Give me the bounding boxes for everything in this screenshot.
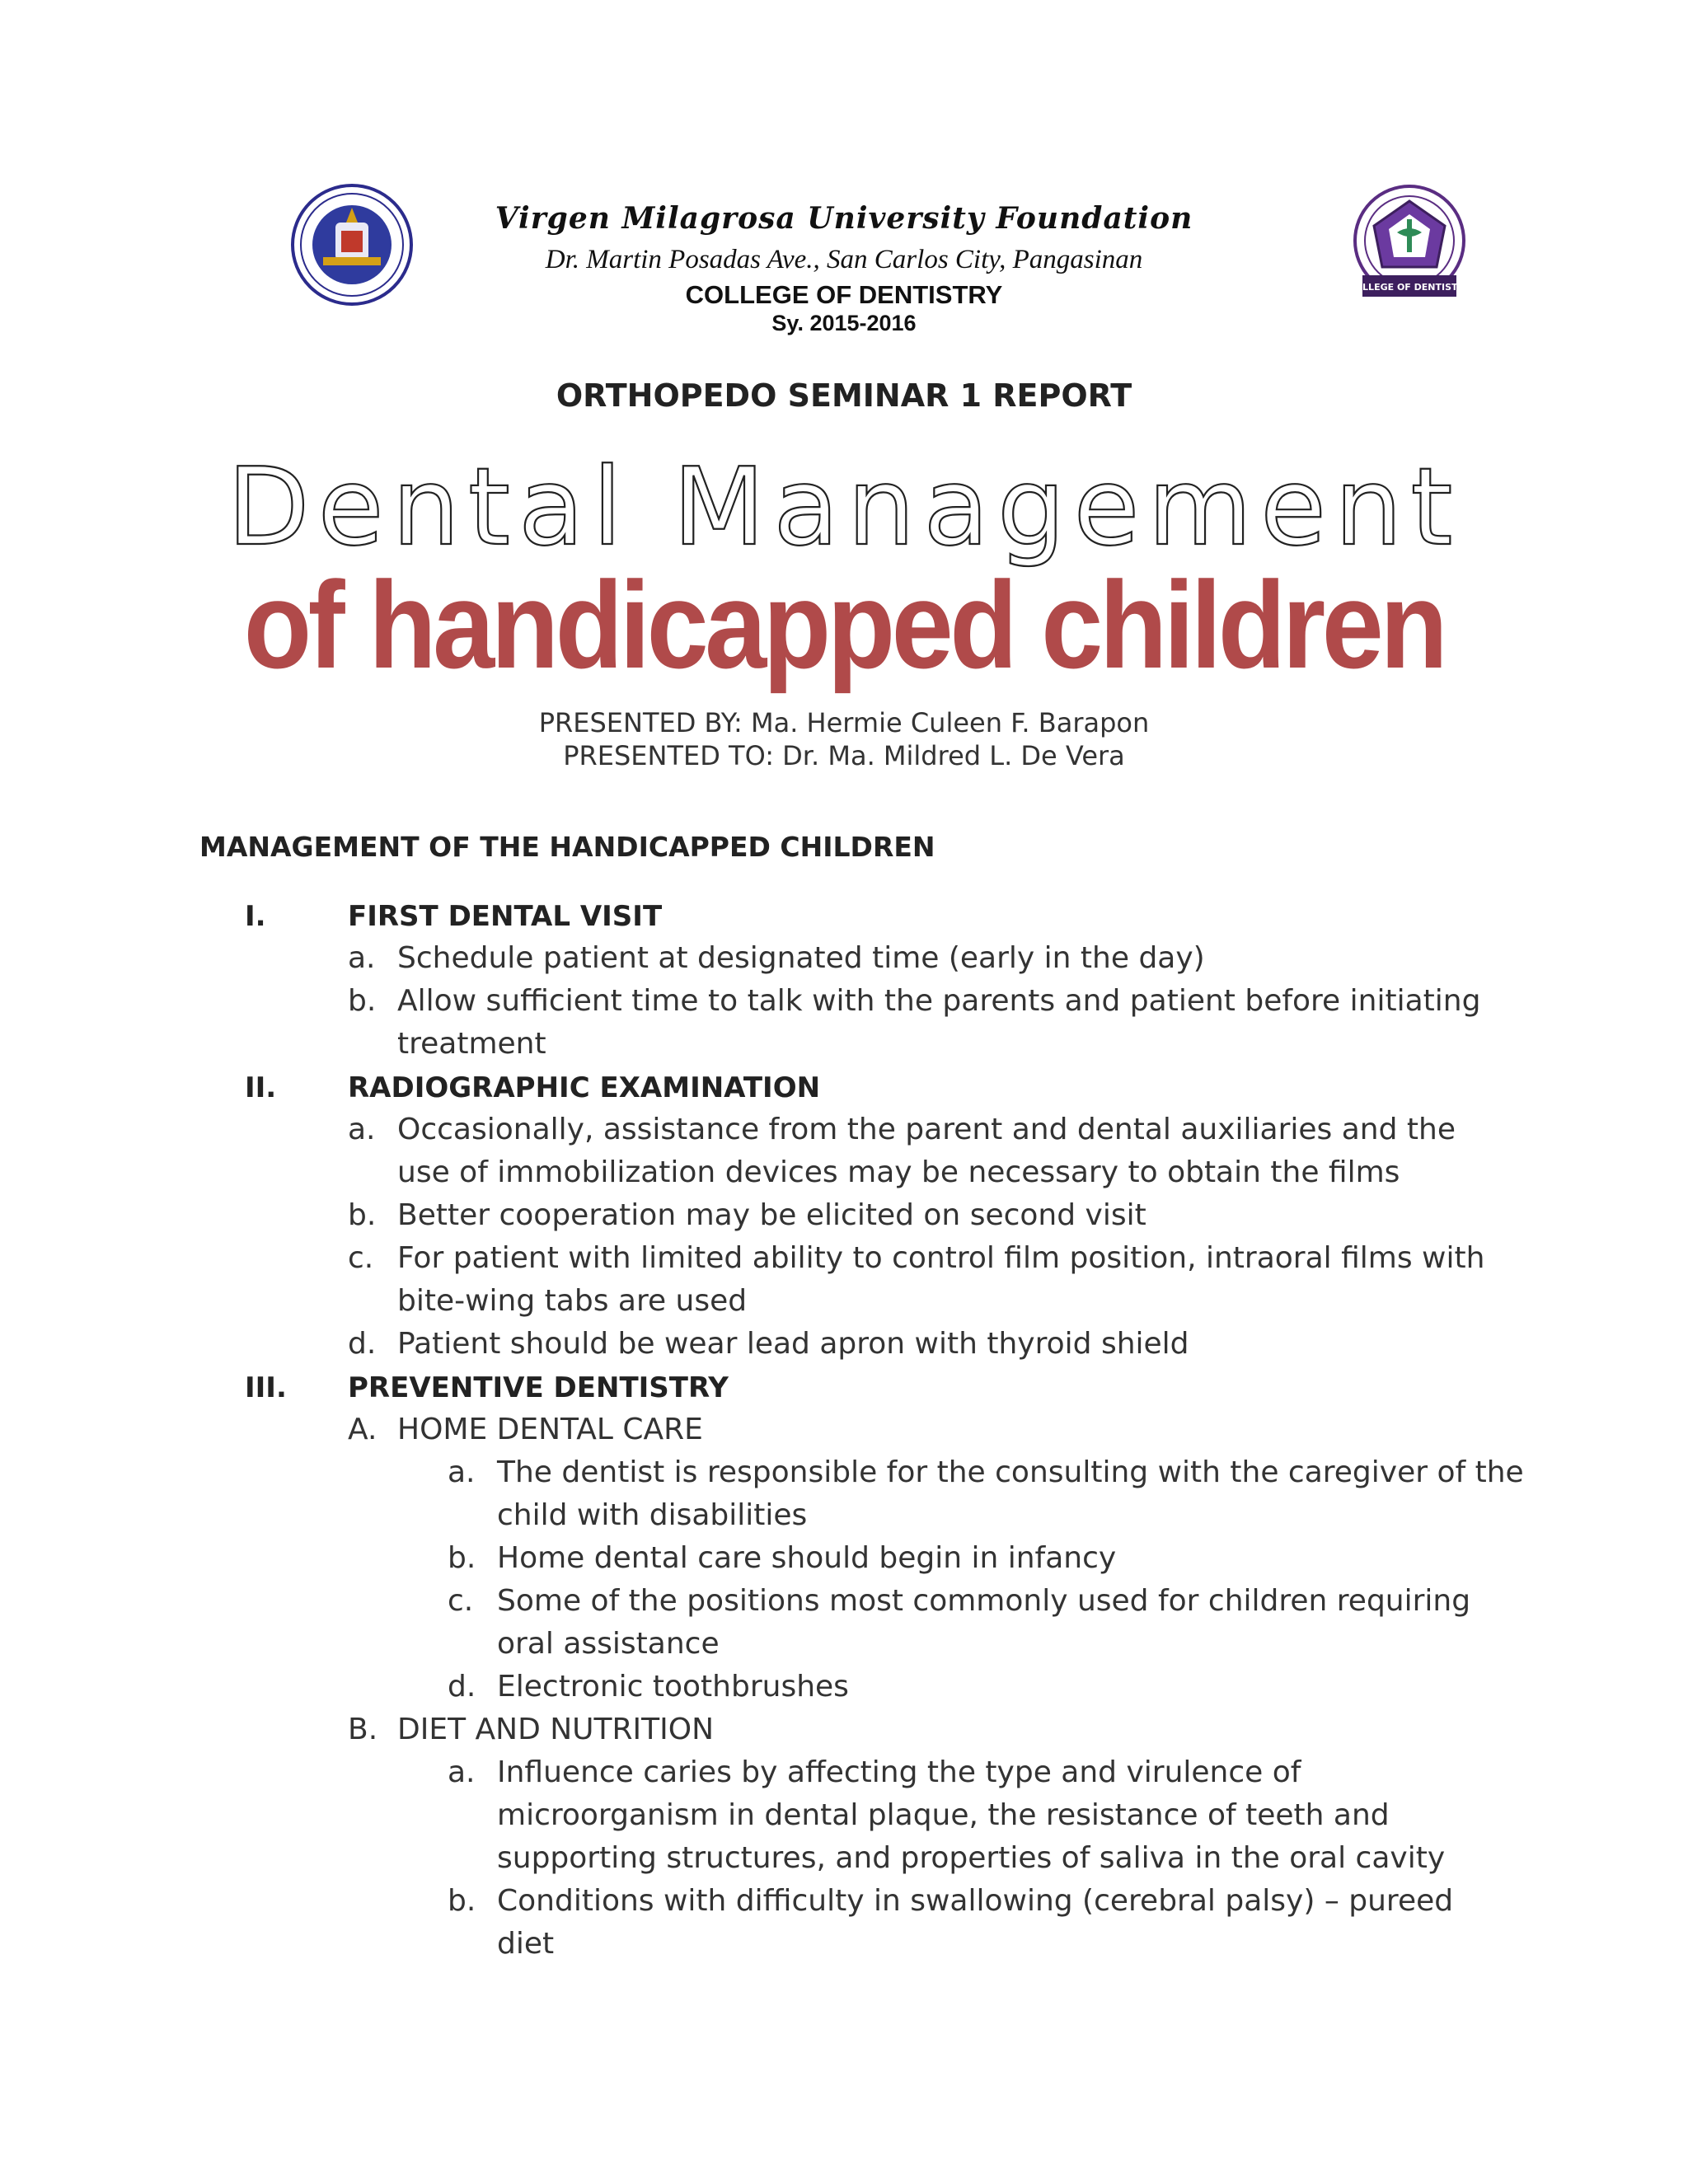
list-item-text: Allow sufficient time to talk with the parents and patient before initiating bbox=[397, 984, 1481, 1018]
subsection-label: DIET AND NUTRITION bbox=[397, 1713, 715, 1746]
list-item-marker: a. bbox=[448, 1755, 476, 1789]
list-item-marker: a. bbox=[348, 941, 376, 975]
list-item-marker: d. bbox=[448, 1670, 476, 1704]
section-3-heading: PREVENTIVE DENTISTRY bbox=[348, 1371, 729, 1404]
list-item-text-cont: oral assistance bbox=[497, 1627, 720, 1661]
list-item-text-cont: treatment bbox=[397, 1027, 546, 1061]
section-1-numeral: I. bbox=[245, 900, 266, 933]
list-item-text: Some of the positions most commonly used for children requiring bbox=[497, 1584, 1471, 1618]
list-item-text: Conditions with difficulty in swallowing (cerebral palsy) – pureed bbox=[497, 1884, 1454, 1918]
list-item-text: Schedule patient at designated time (early in the day) bbox=[397, 941, 1205, 975]
college-name: COLLEGE OF DENTISTRY bbox=[685, 280, 1003, 309]
list-item-text: Patient should be wear lead apron with thyroid shield bbox=[397, 1327, 1189, 1361]
list-item-marker: c. bbox=[348, 1241, 374, 1275]
list-item-marker: b. bbox=[348, 1198, 377, 1232]
title-graphic bbox=[0, 429, 1688, 701]
list-item-text: Influence caries by affecting the type and virulence of bbox=[497, 1755, 1301, 1789]
list-item-marker: a. bbox=[448, 1455, 476, 1489]
list-item-marker: b. bbox=[448, 1884, 476, 1918]
list-item-marker: b. bbox=[448, 1541, 476, 1575]
university-address: Dr. Martin Posadas Ave., San Carlos City, Pangasinan bbox=[545, 245, 1143, 274]
list-item-marker: c. bbox=[448, 1584, 474, 1618]
school-year: Sy. 2015-2016 bbox=[771, 311, 917, 335]
list-item-text: Better cooperation may be elicited on second visit bbox=[397, 1198, 1146, 1232]
list-item-text-cont: child with disabilities bbox=[497, 1498, 808, 1532]
title-line-1: Dental Management bbox=[227, 444, 1461, 569]
section-3-numeral: III. bbox=[245, 1371, 287, 1404]
list-item-text-cont: use of immobilization devices may be necessary to obtain the films bbox=[397, 1155, 1400, 1189]
subsection-marker: B. bbox=[348, 1713, 378, 1746]
seal-banner-text: COLLEGE OF DENTISTRY bbox=[1348, 282, 1471, 293]
section-2-heading: RADIOGRAPHIC EXAMINATION bbox=[348, 1071, 821, 1104]
section-2-numeral: II. bbox=[245, 1071, 277, 1104]
list-item-text-cont: diet bbox=[497, 1927, 555, 1961]
list-item-text-cont: microorganism in dental plaque, the resistance of teeth and bbox=[497, 1798, 1390, 1832]
list-item-marker: d. bbox=[348, 1327, 377, 1361]
list-item-marker: b. bbox=[348, 984, 377, 1018]
presented-to: PRESENTED TO: Dr. Ma. Mildred L. De Vera bbox=[563, 740, 1125, 771]
list-item-text: Home dental care should begin in infancy bbox=[497, 1541, 1117, 1575]
section-heading: MANAGEMENT OF THE HANDICAPPED CHILDREN bbox=[199, 831, 935, 863]
list-item-text: For patient with limited ability to control film position, intraoral films with bbox=[397, 1241, 1485, 1275]
list-item-text: Occasionally, assistance from the parent and dental auxiliaries and the bbox=[397, 1113, 1456, 1146]
title-line-2: of handicapped children bbox=[243, 556, 1445, 695]
list-item-text: Electronic toothbrushes bbox=[497, 1670, 849, 1704]
list-item-text-cont: bite-wing tabs are used bbox=[397, 1284, 748, 1318]
report-label: ORTHOPEDO SEMINAR 1 REPORT bbox=[556, 377, 1132, 414]
presented-by: PRESENTED BY: Ma. Hermie Culeen F. Barapon bbox=[538, 707, 1150, 738]
list-item-marker: a. bbox=[348, 1113, 376, 1146]
subsection-label: HOME DENTAL CARE bbox=[397, 1413, 703, 1446]
list-item-text: The dentist is responsible for the consulting with the caregiver of the bbox=[497, 1455, 1524, 1489]
subsection-marker: A. bbox=[348, 1413, 377, 1446]
section-1-heading: FIRST DENTAL VISIT bbox=[348, 900, 663, 933]
list-item-text-cont: supporting structures, and properties of saliva in the oral cavity bbox=[497, 1841, 1446, 1875]
university-name: Virgen Milagrosa University Foundation bbox=[495, 201, 1193, 236]
